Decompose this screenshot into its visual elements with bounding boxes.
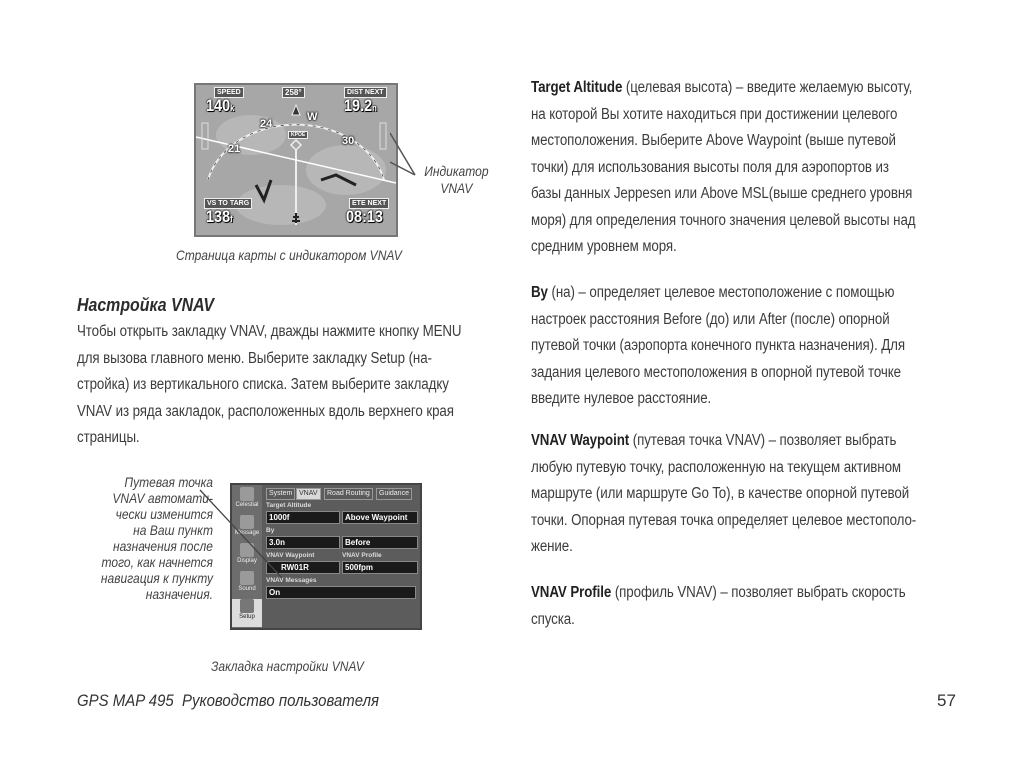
speed-label: SPEED (214, 87, 244, 98)
tab-guidance[interactable]: Guidance (376, 488, 412, 500)
sidebar-item-display[interactable]: Display (232, 543, 262, 569)
sidebar-item-sound[interactable]: Sound (232, 571, 262, 597)
airspace-symbol (256, 180, 271, 200)
description-text: (профиль VNAV) – позволяет выбрать скорость (611, 584, 906, 601)
description-line: моря) для определения точного значения целевой высоты над (531, 211, 916, 229)
tab-vnav[interactable]: VNAV (296, 488, 321, 500)
waypoint-marker (291, 140, 301, 150)
description-line: базы данных Jeppesen или Above MSL(выше среднего уровня (531, 185, 913, 202)
map-page-screenshot (194, 83, 398, 237)
callout-line-text: на Ваш пункт (133, 522, 213, 538)
vnav-waypoint-description (531, 428, 961, 561)
waypoint-label: KPOE (288, 131, 308, 139)
description-line: любую путевую точку, расположенную на текущем активном (531, 458, 902, 476)
vnav-profile-label: VNAV Profile (342, 552, 382, 559)
vs-to-targ-value: 138f (206, 207, 233, 226)
vnav-waypoint-field[interactable]: RW01R (266, 561, 340, 574)
tab-system[interactable]: System (266, 488, 295, 500)
callout-line-text: Путевая точка (124, 474, 213, 490)
setup-icon (240, 599, 254, 613)
target-altitude-label: Target Altitude (266, 502, 312, 509)
setup-callout (93, 474, 213, 602)
description-line: введите нулевое расстояние. (531, 390, 712, 407)
aircraft-icon (292, 213, 300, 223)
description-line: средним уровнем моря. (531, 238, 677, 255)
dist-next-value: 19.2n (344, 96, 377, 115)
description-line: путевой точки (аэропорта конечного пункта назначения). Для (531, 337, 905, 354)
description-text: (путевая точка VNAV) – позволяет выбрать (629, 432, 897, 449)
callout-line-text: назначения. (145, 586, 213, 602)
paragraph-line: для вызова главного меню. Выберите закладку Setup (на- (77, 349, 432, 367)
compass-tick-21: 21 (228, 143, 241, 155)
altitude-reference-select[interactable]: Above Waypoint (342, 511, 418, 524)
vnav-indicator-left (202, 123, 208, 149)
paragraph-line: страницы. (77, 429, 140, 446)
description-line: жение. (531, 538, 573, 555)
callout-line-text: назначения после (112, 538, 213, 554)
vnav-messages-field[interactable]: On (266, 586, 416, 599)
paragraph-line: стройка) из вертикального списка. Затем выберите закладку (77, 376, 449, 393)
compass-tick-24: 24 (260, 118, 273, 130)
tab-road-routing[interactable]: Road Routing (324, 488, 373, 500)
description-text: (целевая высота) – введите желаемую высоту, (622, 79, 913, 96)
speed-value: 140k (206, 96, 235, 115)
description-line: точки. Опорная путевая точка определяет целевое местополо- (531, 511, 917, 529)
description-line: задания целевого местоположения в опорной путевой точке (531, 363, 901, 381)
ete-next-label: ETE NEXT (349, 198, 389, 209)
section-paragraph (77, 319, 507, 452)
vnav-profile-description (531, 580, 961, 633)
callout-line-text: навигация к пункту (100, 570, 213, 586)
setup-figure-caption: Закладка настройки VNAV (211, 658, 364, 674)
manual-title: GPS MAP 495 Руководство пользователя (77, 691, 380, 710)
target-altitude-description (531, 75, 961, 261)
sidebar-item-setup[interactable]: Setup (232, 599, 262, 627)
compass-tick-30: 30 (342, 135, 355, 147)
callout-line-text: того, как начнется (101, 554, 213, 570)
description-line: на которой Вы хотите находиться при достижении целевого (531, 105, 898, 123)
sidebar-item-message[interactable]: Message (232, 515, 262, 541)
term-vnav-waypoint: VNAV Waypoint (531, 432, 630, 449)
dist-next-label: DIST NEXT (344, 87, 387, 98)
map-figure-caption: Страница карты с индикатором VNAV (176, 247, 402, 263)
vs-to-targ-label: VS TO TARG (204, 198, 252, 209)
by-description (531, 280, 961, 413)
section-heading: Настройка VNAV (77, 294, 215, 315)
by-label: By (266, 527, 275, 534)
vnav-profile-field[interactable]: 500fpm (342, 561, 418, 574)
setup-callout-line (196, 488, 286, 583)
description-line: маршруте (или маршруте Go To), в качестве опорной путевой (531, 485, 910, 502)
paragraph-line: Чтобы открыть закладку VNAV, дважды нажмите кнопку MENU (77, 323, 462, 340)
term-target-altitude: Target Altitude (531, 79, 623, 96)
target-altitude-field[interactable]: 1000f (266, 511, 340, 524)
vnav-indicator-callout: Индикатор VNAV (424, 163, 489, 196)
callout-line-text: VNAV автомати- (112, 490, 213, 506)
heading-readout: 258° (282, 87, 305, 98)
term-vnav-profile: VNAV Profile (531, 584, 612, 601)
term-by: By (531, 284, 548, 301)
description-line: точки) для использования высоты поля для аэропортов из (531, 158, 889, 176)
compass-tick-w: W (307, 111, 318, 123)
vnav-indicator-right (380, 123, 386, 149)
description-line: спуска. (531, 610, 575, 628)
by-distance-field[interactable]: 3.0n (266, 536, 340, 549)
by-reference-select[interactable]: Before (342, 536, 418, 549)
page-number: 57 (937, 691, 956, 710)
description-line: местоположения. Выберите Above Waypoint (выше путевой (531, 132, 896, 149)
vnav-waypoint-label: VNAV Waypoint (266, 552, 315, 559)
vnav-messages-label: VNAV Messages (266, 577, 317, 584)
airspace-symbol (321, 175, 356, 185)
heading-pointer (292, 105, 300, 115)
ete-next-value: 08:13 (346, 207, 383, 226)
description-text: (на) – определяет целевое местоположение с помощью (547, 284, 895, 301)
description-line: настроек расстояния Before (до) или After (после) опорной (531, 310, 890, 328)
paragraph-line: VNAV из ряда закладок, расположенных вдоль верхнего края (77, 402, 454, 420)
sidebar-item-celestial[interactable]: Celestial (232, 487, 262, 513)
callout-line-text: чески изменится (115, 506, 213, 522)
